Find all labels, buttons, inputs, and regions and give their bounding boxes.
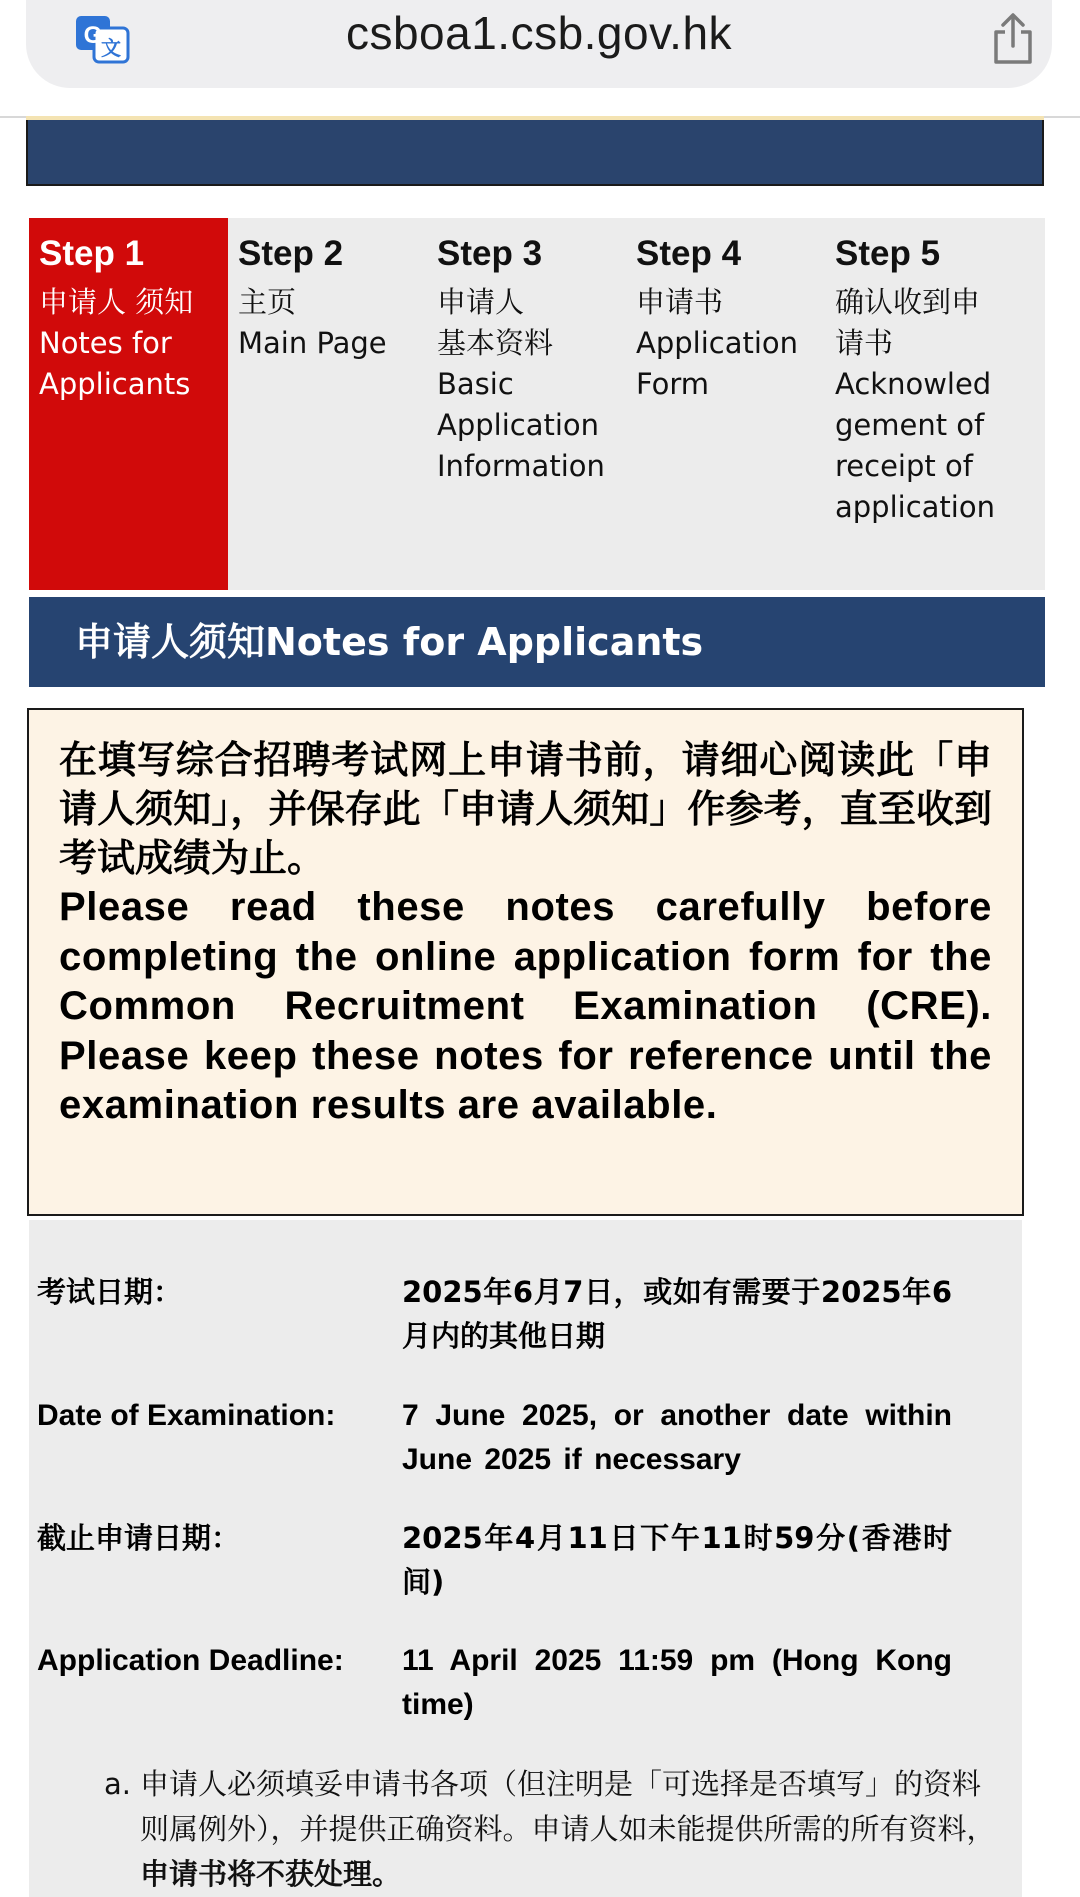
exam-date-zh-value: 2025年6月7日，或如有需要于2025年6月内的其他日期	[402, 1275, 952, 1353]
browser-address-bar	[0, 0, 1080, 116]
exam-date-en-value: 7 June 2025, or another date within June 2025 if necessary	[402, 1399, 952, 1476]
notice-box	[27, 708, 1024, 1216]
step-4[interactable]	[626, 218, 825, 590]
exam-date-zh-label: 考试日期：	[37, 1275, 183, 1309]
step-title: Step 1	[39, 234, 145, 273]
step-2[interactable]	[228, 218, 427, 590]
share-icon[interactable]	[988, 12, 1038, 66]
step-title: Step 3	[437, 234, 543, 273]
page-banner	[26, 116, 1044, 186]
url-text[interactable]: csboa1.csb.gov.hk	[345, 7, 733, 59]
note-text: 申请人必须填妥申请书各项（但注明是「可选择是否填写」的资料则属例外），并提供正确资料。申请人如未能提供所需的所有资料，	[140, 1767, 996, 1846]
note-bold-text: 申请书将不获处理。	[140, 1857, 402, 1891]
step-label: 申请人 须知 Notes for Applicants	[39, 285, 194, 401]
notice-chinese: 在填写综合招聘考试网上申请书前，请细心阅读此「申请人须知」，并保存此「申请人须知」作参考，直至收到考试成绩为止。	[59, 738, 992, 880]
step-1[interactable]	[29, 218, 228, 590]
note-marker: a.	[104, 1767, 131, 1801]
step-label: 申请书 Application Form	[636, 285, 799, 401]
deadline-zh-label: 截止申请日期：	[37, 1521, 241, 1555]
step-title: Step 2	[238, 234, 344, 273]
note-item	[104, 1762, 1000, 1897]
svg-text:G: G	[83, 22, 103, 49]
step-label: 确认收到申 请书 Acknowled gement of receipt of application	[835, 285, 995, 524]
deadline-en-label: Application Deadline:	[37, 1644, 344, 1677]
step-5[interactable]	[825, 218, 1024, 590]
svg-text:文: 文	[101, 36, 121, 60]
step-title: Step 4	[636, 234, 742, 273]
step-title: Step 5	[835, 234, 941, 273]
exam-date-en-label: Date of Examination:	[37, 1399, 336, 1432]
deadline-zh-value: 2025年4月11日下午11时59分(香港时间)	[402, 1521, 952, 1599]
deadline-en-value: 11 April 2025 11:59 pm (Hong Kong time)	[402, 1644, 952, 1721]
section-heading: 申请人须知Notes for Applicants	[29, 597, 1045, 687]
step-navigation	[29, 218, 1045, 590]
step-label: 申请人 基本资料 Basic Application Information	[437, 285, 605, 483]
step-3[interactable]	[427, 218, 626, 590]
url-field[interactable]	[26, 0, 1052, 88]
page-banner-accent	[26, 116, 1044, 120]
notice-english: Please read these notes carefully before completing the online application form for the Common Recruitment Examination (CRE). Please keep these notes for reference until the examination results are available.	[59, 885, 992, 1127]
step-label: 主页 Main Page	[238, 285, 387, 360]
